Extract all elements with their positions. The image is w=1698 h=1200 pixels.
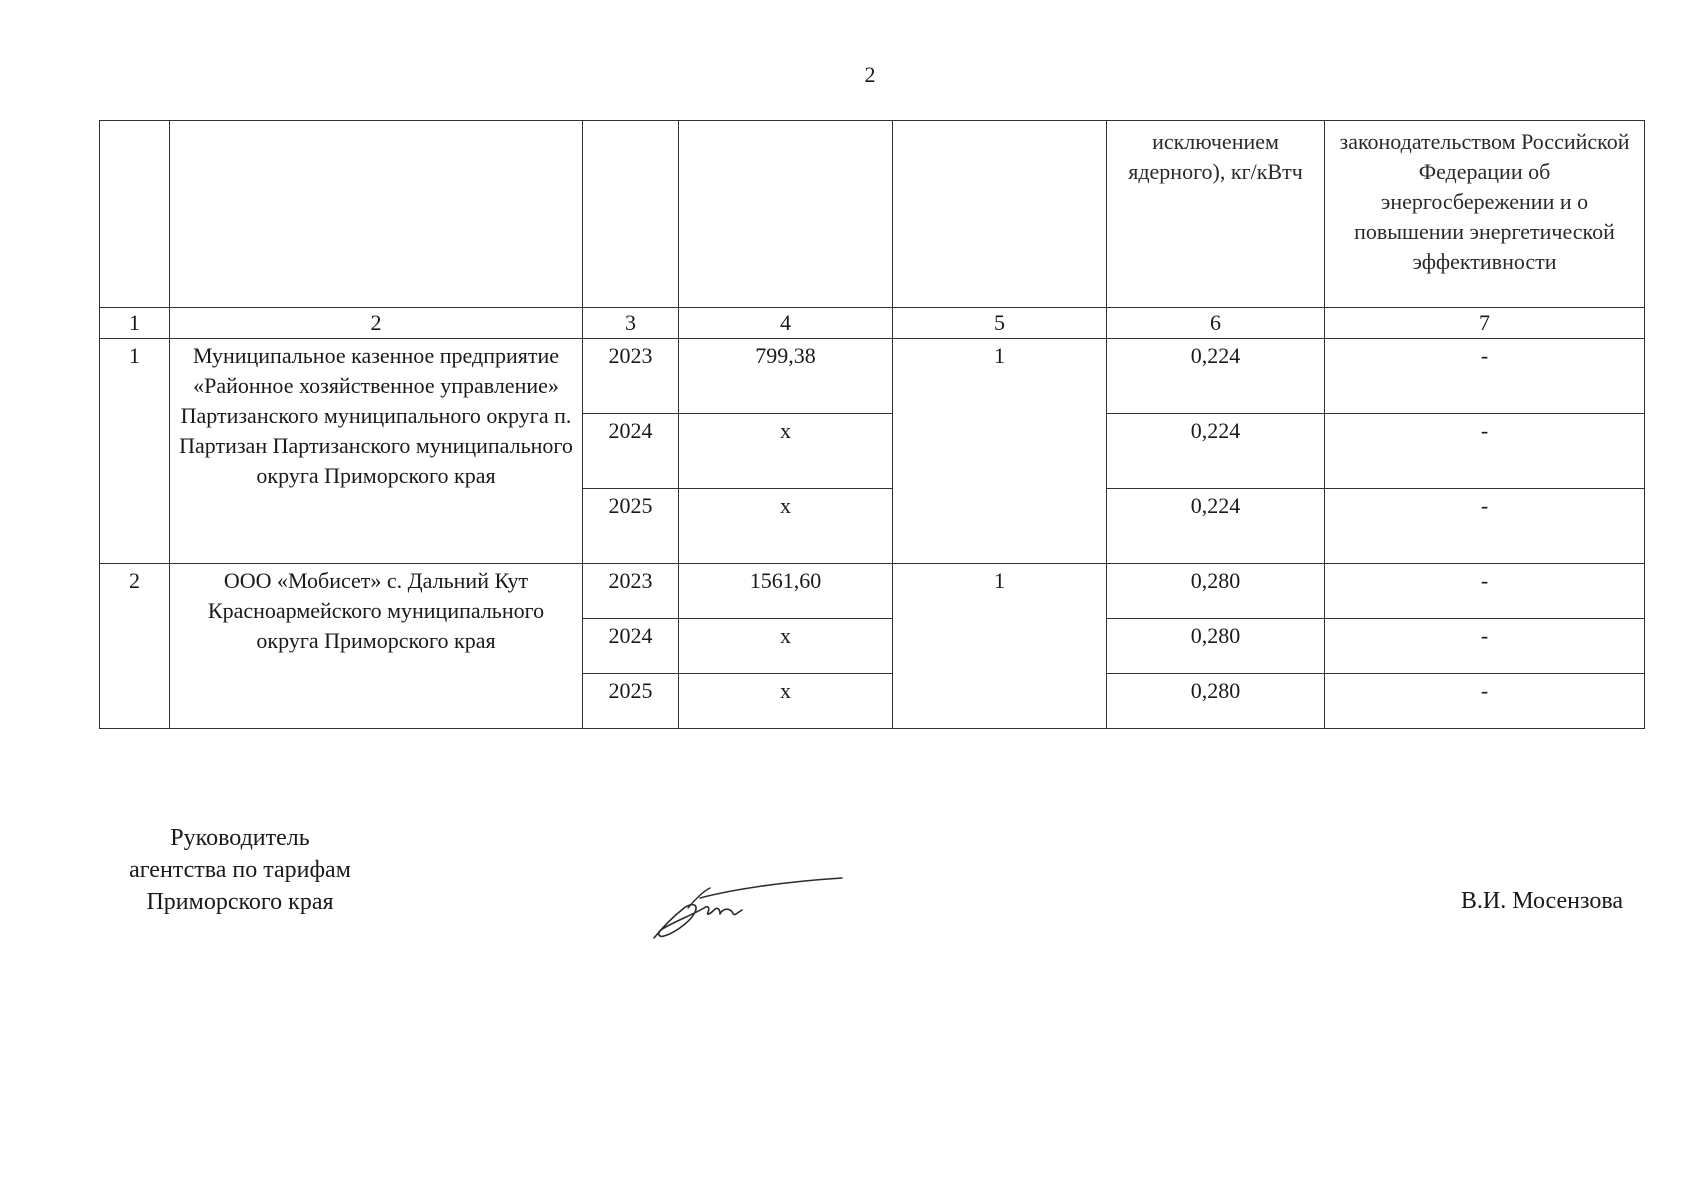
header-cell-4 [679,121,893,308]
value-cell-col6: 0,280 [1107,674,1325,729]
page-number: 2 [864,62,876,87]
value-cell-col7: - [1325,489,1645,564]
value-cell-col7: - [1325,619,1645,674]
column-number: 6 [1107,308,1325,339]
value-cell-col6: 0,224 [1107,339,1325,414]
data-table [99,120,1645,729]
value-cell-col7: - [1325,674,1645,729]
signatory-position [100,822,380,918]
position-line: Приморского края [146,889,334,915]
value-cell-col4: 799,38 [679,339,893,414]
continued-header-row [100,121,1645,308]
organization-name: Муниципальное казенное предприятие «Районное хозяйственное управление» Партизанского муниципального округа п. Партизан Партизанского муниципального округа Приморского края [170,339,583,564]
value-cell-col4: х [679,489,893,564]
header-cell-6: исключением ядерного), кг/кВтч [1107,121,1325,308]
header-cell-1 [100,121,170,308]
value-cell-col7: - [1325,414,1645,489]
year-cell: 2024 [583,619,679,674]
column-number: 1 [100,308,170,339]
value-cell-col5: 1 [893,564,1107,729]
header-cell-3 [583,121,679,308]
value-cell-col4: х [679,674,893,729]
position-line: Руководитель [170,825,310,851]
column-number: 7 [1325,308,1645,339]
header-cell-7: законодательством Российской Федерации об энергосбережении и о повышении энергетической эффективности [1325,121,1645,308]
value-cell-col6: 0,224 [1107,414,1325,489]
table-row [100,564,1645,619]
handwritten-signature [650,868,850,948]
value-cell-col4: х [679,619,893,674]
organization-name: ООО «Мобисет» с. Дальний Кут Красноармейского муниципального округа Приморского края [170,564,583,729]
value-cell-col6: 0,224 [1107,489,1325,564]
value-cell-col5: 1 [893,339,1107,564]
column-number: 4 [679,308,893,339]
value-cell-col4: 1561,60 [679,564,893,619]
year-cell: 2023 [583,339,679,414]
year-cell: 2023 [583,564,679,619]
value-cell-col6: 0,280 [1107,619,1325,674]
value-cell-col4: х [679,414,893,489]
value-cell-col7: - [1325,339,1645,414]
year-cell: 2025 [583,489,679,564]
signer-name: В.И. Мосензова [1460,888,1623,914]
header-cell-5 [893,121,1107,308]
value-cell-col7: - [1325,564,1645,619]
row-number: 2 [100,564,170,729]
column-number: 3 [583,308,679,339]
column-number: 5 [893,308,1107,339]
table-row [100,339,1645,414]
year-cell: 2024 [583,414,679,489]
column-number-row [100,308,1645,339]
value-cell-col6: 0,280 [1107,564,1325,619]
header-cell-2 [170,121,583,308]
column-number: 2 [170,308,583,339]
year-cell: 2025 [583,674,679,729]
position-line: агентства по тарифам [129,857,351,883]
row-number: 1 [100,339,170,564]
